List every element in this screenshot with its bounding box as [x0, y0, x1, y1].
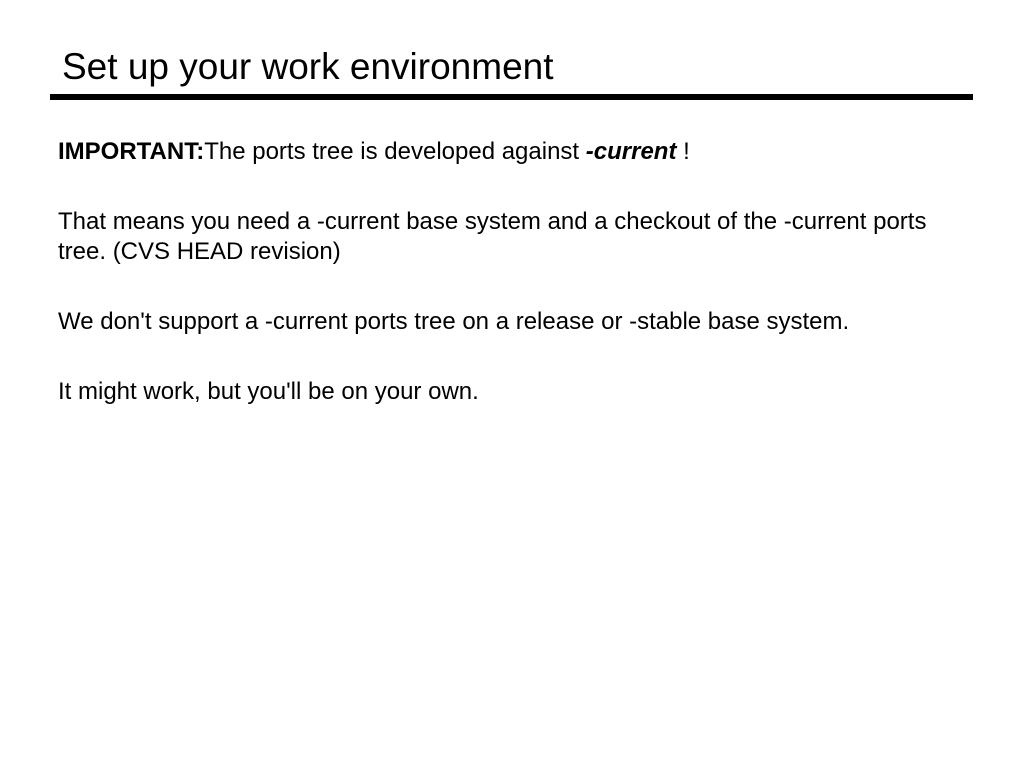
title-underline-rule	[50, 94, 973, 100]
text-segment: The ports tree is developed against	[204, 138, 586, 165]
paragraph	[58, 307, 958, 337]
text-segment: IMPORTANT:	[58, 138, 205, 165]
text-segment: -current	[585, 138, 677, 165]
text-segment: We don't support a -current ports tree on a release or -stable base system.	[58, 308, 850, 335]
paragraph	[58, 377, 958, 407]
page-title: Set up your work environment	[62, 46, 554, 87]
slide-body	[58, 137, 958, 447]
paragraph	[58, 207, 958, 267]
text-segment: It might work, but you'll be on your own.	[58, 378, 479, 405]
paragraph	[58, 137, 958, 167]
text-segment: That means you need a -current base system and a checkout of the -current ports tree. (CVS HEAD revision)	[58, 208, 927, 265]
text-segment: !	[676, 138, 690, 165]
